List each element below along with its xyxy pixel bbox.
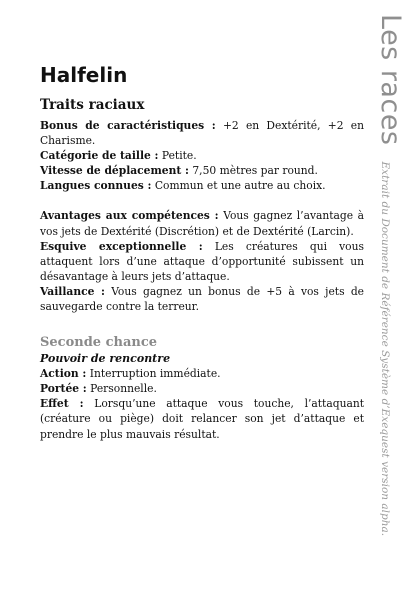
sidebar-running-head <box>375 14 406 536</box>
trait-line <box>40 148 364 163</box>
trait-line <box>40 163 364 178</box>
trait-line <box>40 178 364 193</box>
power-line <box>40 396 364 441</box>
page-content <box>40 62 364 442</box>
power-type: Pouvoir de rencontre <box>40 352 171 366</box>
advantage-paragraph <box>40 284 364 314</box>
advantage-paragraph <box>40 239 364 284</box>
advantage-text: Les créatures qui vous attaquent lors d’une attaque d’opportunité subissent un désavantage à leurs jets d’attaque. <box>40 239 364 283</box>
trait-value: Petite. <box>161 149 197 163</box>
power-line <box>40 366 364 381</box>
trait-line <box>40 118 364 148</box>
power-line <box>40 381 364 396</box>
advantage-label: Esquive exceptionnelle : <box>40 239 203 253</box>
power-value: Personnelle. <box>90 382 157 396</box>
spacer <box>40 193 364 208</box>
advantage-text: Vous gagnez l’avantage à vos jets de Dextérité (Discrétion) et de Dextérité (Larcin). <box>40 209 365 238</box>
trait-value: 7,50 mètres par round. <box>192 164 318 178</box>
trait-value: Commun et une autre au choix. <box>154 179 326 193</box>
race-title: Halfelin <box>40 63 128 87</box>
trait-label: Vitesse de déplacement : <box>40 164 189 178</box>
power-label: Portée : <box>40 382 87 396</box>
power-label: Action : <box>40 367 87 381</box>
power-value: Lorsqu’une attaque vous touche, l’attaquant (créature ou piège) doit relancer son jet d’attaque et prendre le plus mauvais résultat. <box>40 397 365 441</box>
advantage-label: Avantages aux compétences : <box>40 209 219 223</box>
trait-label: Langues connues : <box>40 179 152 193</box>
chapter-title: Les races <box>375 14 406 146</box>
trait-value: +2 en Dextérité, +2 en Charisme. <box>40 119 364 148</box>
power-title: Seconde chance <box>40 335 158 351</box>
advantage-label: Vaillance : <box>40 284 105 298</box>
traits-heading: Traits raciaux <box>40 97 145 113</box>
advantage-text: Vous gagnez un bonus de +5 à vos jets de sauvegarde contre la terreur. <box>40 284 364 314</box>
chapter-source-note: Extrait du Document de Référence Système d’Exequest version alpha. <box>379 161 391 537</box>
power-label: Effet : <box>40 397 84 411</box>
advantage-paragraph <box>40 208 364 238</box>
trait-label: Bonus de caractéristiques : <box>40 119 216 132</box>
power-value: Interruption immédiate. <box>89 367 221 381</box>
trait-label: Catégorie de taille : <box>40 149 159 163</box>
